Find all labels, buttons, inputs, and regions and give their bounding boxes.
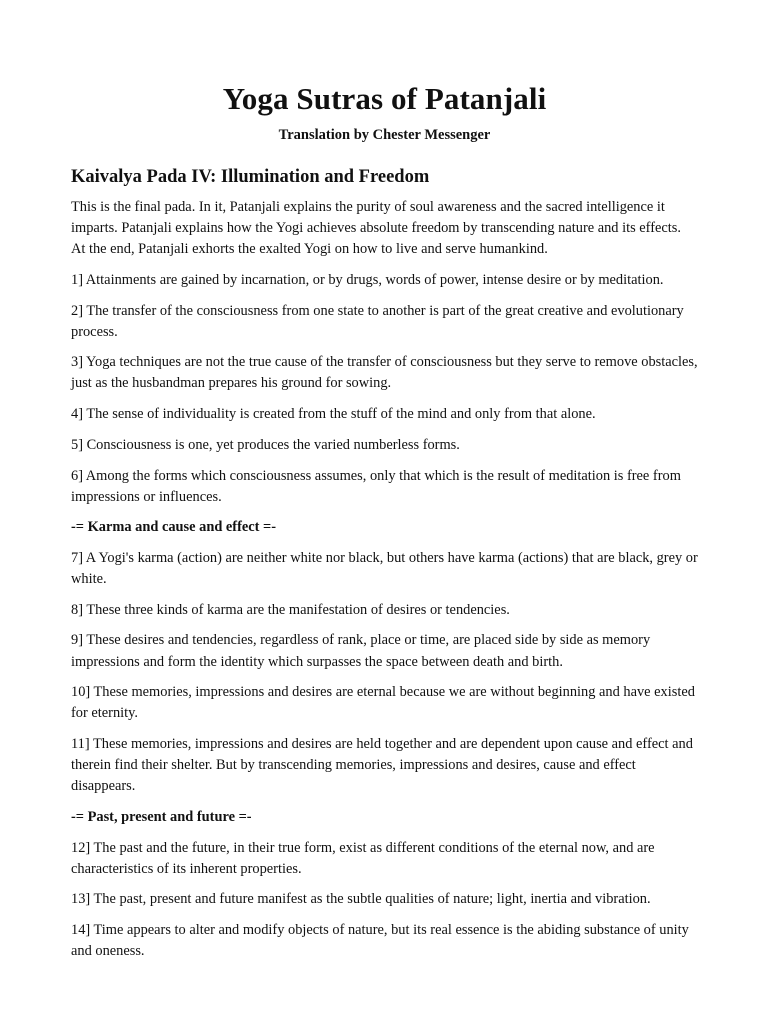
document-subtitle: Translation by Chester Messenger (278, 127, 491, 143)
section-heading: Kaivalya Pada IV: Illumination and Freedom (71, 167, 430, 187)
sutra-paragraph: 1] Attainments are gained by incarnation, or by drugs, words of power, intense desire or by meditation. (71, 271, 664, 288)
sutra-paragraph: 9] These desires and tendencies, regardless of rank, place or time, are placed side by side as memory impressions and form the identity which surpasses the space between death and birth. (71, 632, 651, 670)
subheading-karma: -= Karma and cause and effect =- (71, 519, 277, 536)
sutra-paragraph: 12] The past and the future, in their true form, exist as different conditions of the eternal now, and are characteristics of its inherent properties. (71, 839, 655, 877)
sutra-paragraph: 5] Consciousness is one, yet produces the varied numberless forms. (71, 436, 460, 453)
sutra-paragraph: 14] Time appears to alter and modify objects of nature, but its real essence is the abiding substance of unity and oneness. (71, 922, 689, 960)
document-title: Yoga Sutras of Patanjali (222, 81, 547, 116)
sutra-paragraph: 6] Among the forms which consciousness assumes, only that which is the result of meditation is free from impressions or influences. (71, 467, 681, 505)
sutra-paragraph: 8] These three kinds of karma are the manifestation of desires or tendencies. (71, 601, 510, 618)
sutra-paragraph: 11] These memories, impressions and desires are held together and are dependent upon cause and effect and therein find their shelter. But by transcending memories, impressions and desires, cause and effect disappears. (71, 736, 693, 795)
sutra-paragraph: 4] The sense of individuality is created from the stuff of the mind and only from that alone. (71, 406, 596, 423)
intro-paragraph: This is the final pada. In it, Patanjali explains the purity of soul awareness and the sacred intelligence it imparts. Patanjali explains how the Yogi achieves absolute freedom by transcending nature and its effects. At the end, Patanjali exhorts the exalted Yogi on how to live and serve humankind. (71, 199, 681, 258)
sutra-paragraph: 3] Yoga techniques are not the true cause of the transfer of consciousness but they serve to remove obstacles, just as the husbandman prepares his ground for sowing. (71, 354, 698, 392)
sutra-paragraph: 7] A Yogi's karma (action) are neither white nor black, but others have karma (actions) that are black, grey or white. (71, 549, 698, 588)
sutra-paragraph: 10] These memories, impressions and desires are eternal because we are without beginning and have existed for eternity. (71, 684, 695, 722)
document-body (71, 197, 698, 962)
sutra-paragraph: 13] The past, present and future manifest as the subtle qualities of nature; light, inertia and vibration. (71, 891, 651, 908)
sutra-paragraph: 2] The transfer of the consciousness from one state to another is part of the great creative and evolutionary process. (71, 302, 684, 340)
subheading-time: -= Past, present and future =- (71, 808, 252, 825)
